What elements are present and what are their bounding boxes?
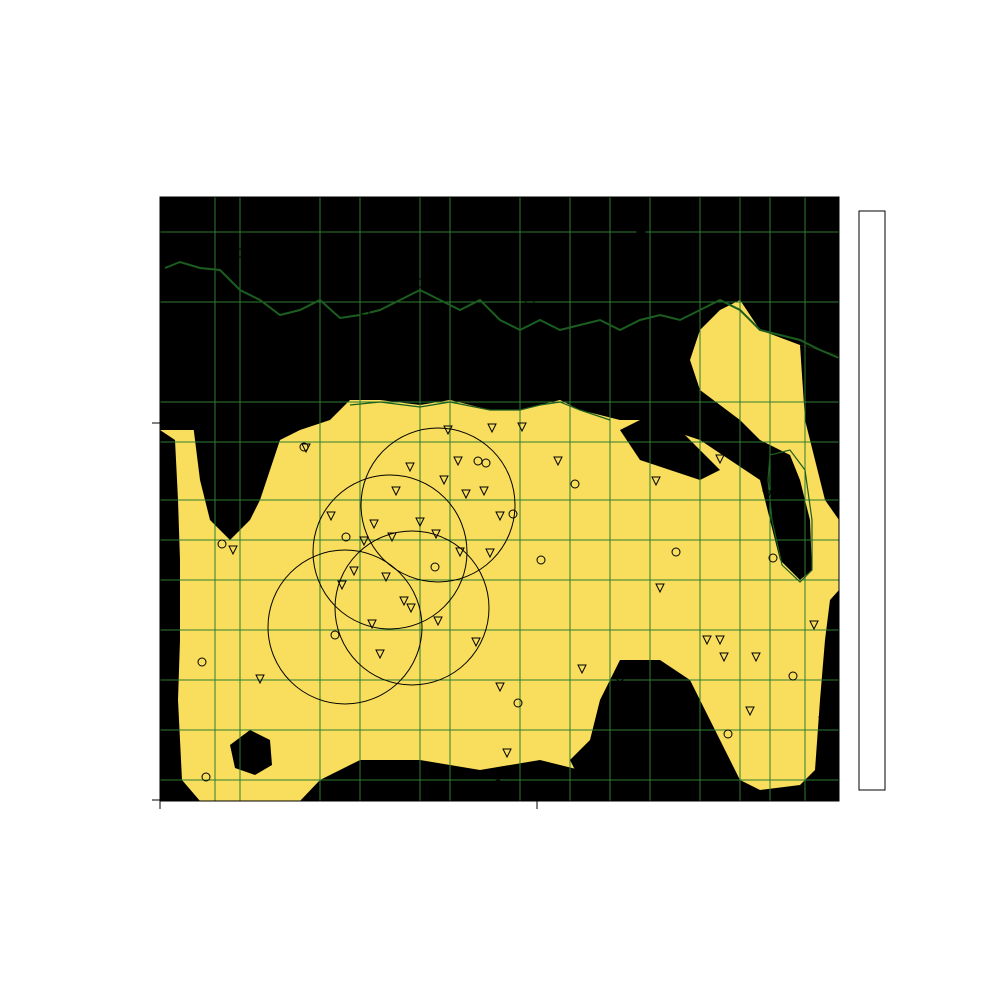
colorbar-frame [859, 211, 885, 790]
temperature-field [160, 197, 839, 801]
